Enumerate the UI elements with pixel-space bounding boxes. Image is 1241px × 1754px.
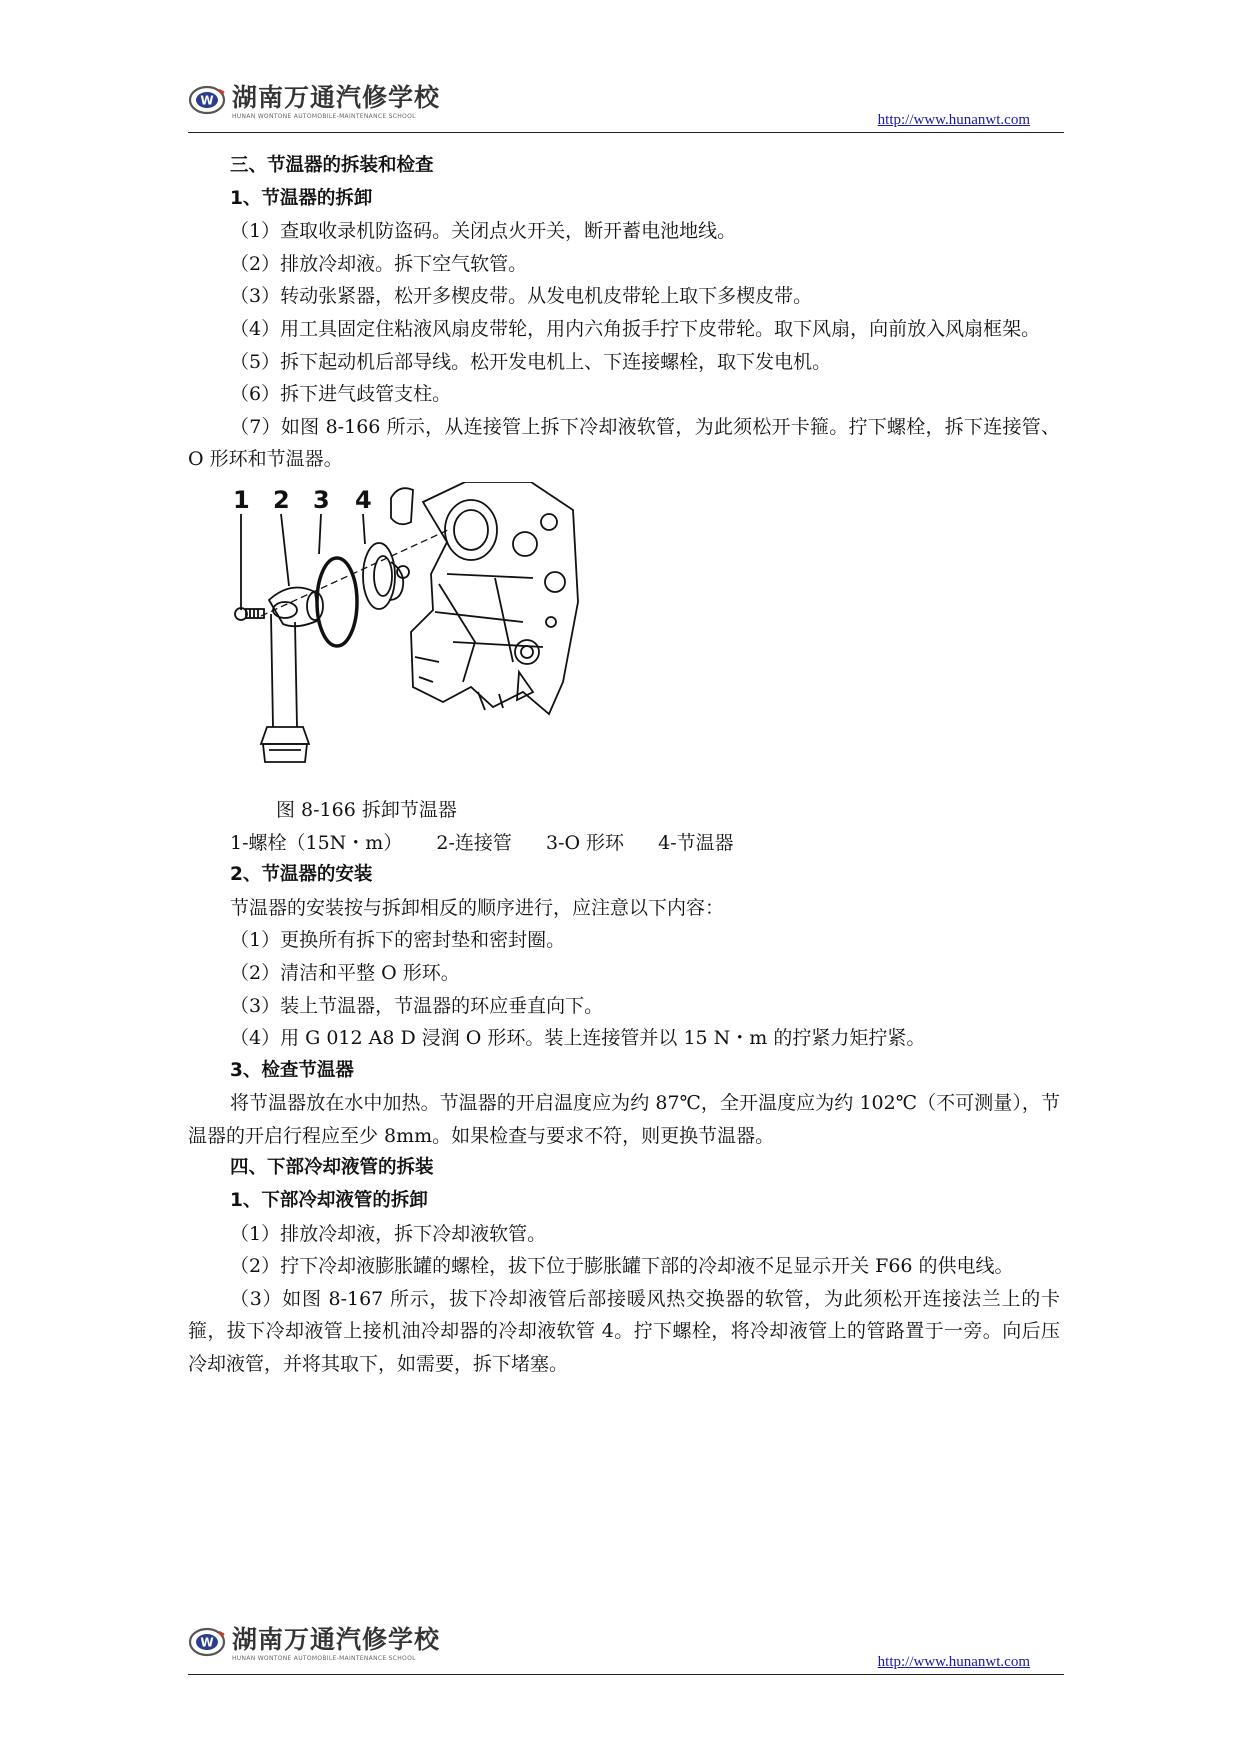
document-body bbox=[188, 150, 1060, 1381]
subsection-title: 1、节温器的拆卸 bbox=[230, 187, 373, 209]
legend-item-pipe: 2-连接管 bbox=[436, 831, 512, 854]
logo-chinese-name: 湖南万通汽修学校 bbox=[232, 83, 441, 112]
subsection-title: 2、节温器的安装 bbox=[230, 864, 373, 886]
section-title: 四、下部冷却液管的拆装 bbox=[230, 1157, 434, 1179]
step-paragraph: （3）装上节温器，节温器的环应垂直向下。 bbox=[230, 994, 604, 1017]
header-divider bbox=[188, 132, 1064, 133]
school-logo bbox=[188, 84, 440, 120]
logo-chinese-name: 湖南万通汽修学校 bbox=[232, 1625, 441, 1654]
legend-item-bolt: 1-螺栓（15N・m） bbox=[230, 831, 403, 854]
step-paragraph: （2）清洁和平整 O 形环。 bbox=[230, 961, 460, 984]
connecting-pipe-part bbox=[261, 587, 323, 762]
figure-label-1: 1 bbox=[233, 485, 250, 514]
page-header bbox=[188, 78, 1064, 138]
step-paragraph: （6）拆下进气歧管支柱。 bbox=[230, 383, 452, 406]
school-logo bbox=[188, 1626, 440, 1662]
website-link[interactable]: http://www.hunanwt.com bbox=[877, 112, 1030, 128]
section-title: 三、节温器的拆装和检查 bbox=[230, 155, 434, 176]
step-paragraph: （1）更换所有拆下的密封垫和密封圈。 bbox=[230, 929, 566, 952]
school-emblem-icon bbox=[188, 1626, 228, 1658]
step-paragraph: （2）拧下冷却液膨胀罐的螺栓，拔下位于膨胀罐下部的冷却液不足显示开关 F66 的供电线。 bbox=[230, 1255, 1014, 1278]
logo-english-name: HUNAN WONTONE AUTOMOBILE-MAINTENANCE SCHOOL bbox=[232, 1655, 416, 1662]
step-paragraph: （7）如图 8-166 所示，从连接管上拆下冷却液软管，为此须松开卡箍。拧下螺栓，拆下连接管、O 形环和节温器。 bbox=[188, 415, 1060, 471]
svg-text:W: W bbox=[200, 93, 214, 108]
step-paragraph: （1）排放冷却液，拆下冷却液软管。 bbox=[230, 1222, 547, 1245]
figure-label-2: 2 bbox=[273, 485, 290, 514]
step-paragraph: （4）用 G 012 A8 D 浸润 O 形环。装上连接管并以 15 N・m 的拧紧力矩拧紧。 bbox=[230, 1027, 926, 1050]
step-paragraph: （2）排放冷却液。拆下空气软管。 bbox=[230, 252, 528, 275]
thermostat-figure bbox=[188, 476, 1060, 794]
svg-text:W: W bbox=[200, 1635, 214, 1650]
subsection-title: 1、下部冷却液管的拆卸 bbox=[230, 1190, 428, 1212]
bolt-part bbox=[235, 608, 264, 620]
thermostat-exploded-diagram bbox=[233, 482, 603, 792]
figure-label-4: 4 bbox=[355, 485, 372, 514]
subsection-title: 3、检查节温器 bbox=[230, 1059, 354, 1081]
thermostat-part bbox=[363, 543, 409, 609]
page-footer bbox=[188, 1620, 1064, 1680]
step-paragraph: （3）如图 8-167 所示，拔下冷却液管后部接暖风热交换器的软管，为此须松开连接法兰上的卡箍，拔下冷却液管上接机油冷却器的冷却液软管 4。拧下螺栓，将冷却液管上的管路置于一旁。向后压冷却液管，并将其取下，如需要，拆下堵塞。 bbox=[188, 1287, 1060, 1376]
step-paragraph: （5）拆下起动机后部导线。松开发电机上、下连接螺栓，取下发电机。 bbox=[230, 350, 832, 373]
website-link[interactable]: http://www.hunanwt.com bbox=[877, 1654, 1030, 1670]
footer-divider bbox=[188, 1674, 1064, 1675]
legend-item-oring: 3-O 形环 bbox=[545, 831, 625, 854]
legend-item-thermostat: 4-节温器 bbox=[658, 831, 734, 854]
step-paragraph: （1）查取收录机防盗码。关闭点火开关，断开蓄电池地线。 bbox=[230, 220, 737, 243]
figure-caption: 图 8-166 拆卸节温器 bbox=[276, 798, 457, 821]
figure-label-3: 3 bbox=[313, 485, 330, 514]
step-paragraph: （4）用工具固定住粘液风扇皮带轮，用内六角扳手拧下皮带轮。取下风扇，向前放入风扇框架。 bbox=[230, 317, 1041, 340]
step-paragraph: （3）转动张紧器，松开多楔皮带。从发电机皮带轮上取下多楔皮带。 bbox=[230, 285, 813, 308]
engine-block-part bbox=[391, 482, 578, 714]
logo-english-name: HUNAN WONTONE AUTOMOBILE-MAINTENANCE SCHOOL bbox=[232, 113, 416, 120]
school-emblem-icon bbox=[188, 84, 228, 116]
intro-paragraph: 节温器的安装按与拆卸相反的顺序进行，应注意以下内容： bbox=[230, 896, 725, 919]
body-paragraph: 将节温器放在水中加热。节温器的开启温度应为约 87℃，全开温度应为约 102℃（不可测量），节温器的开启行程应至少 8mm。如果检查与要求不符，则更换节温器。 bbox=[188, 1092, 1060, 1147]
figure-legend bbox=[188, 827, 1060, 860]
